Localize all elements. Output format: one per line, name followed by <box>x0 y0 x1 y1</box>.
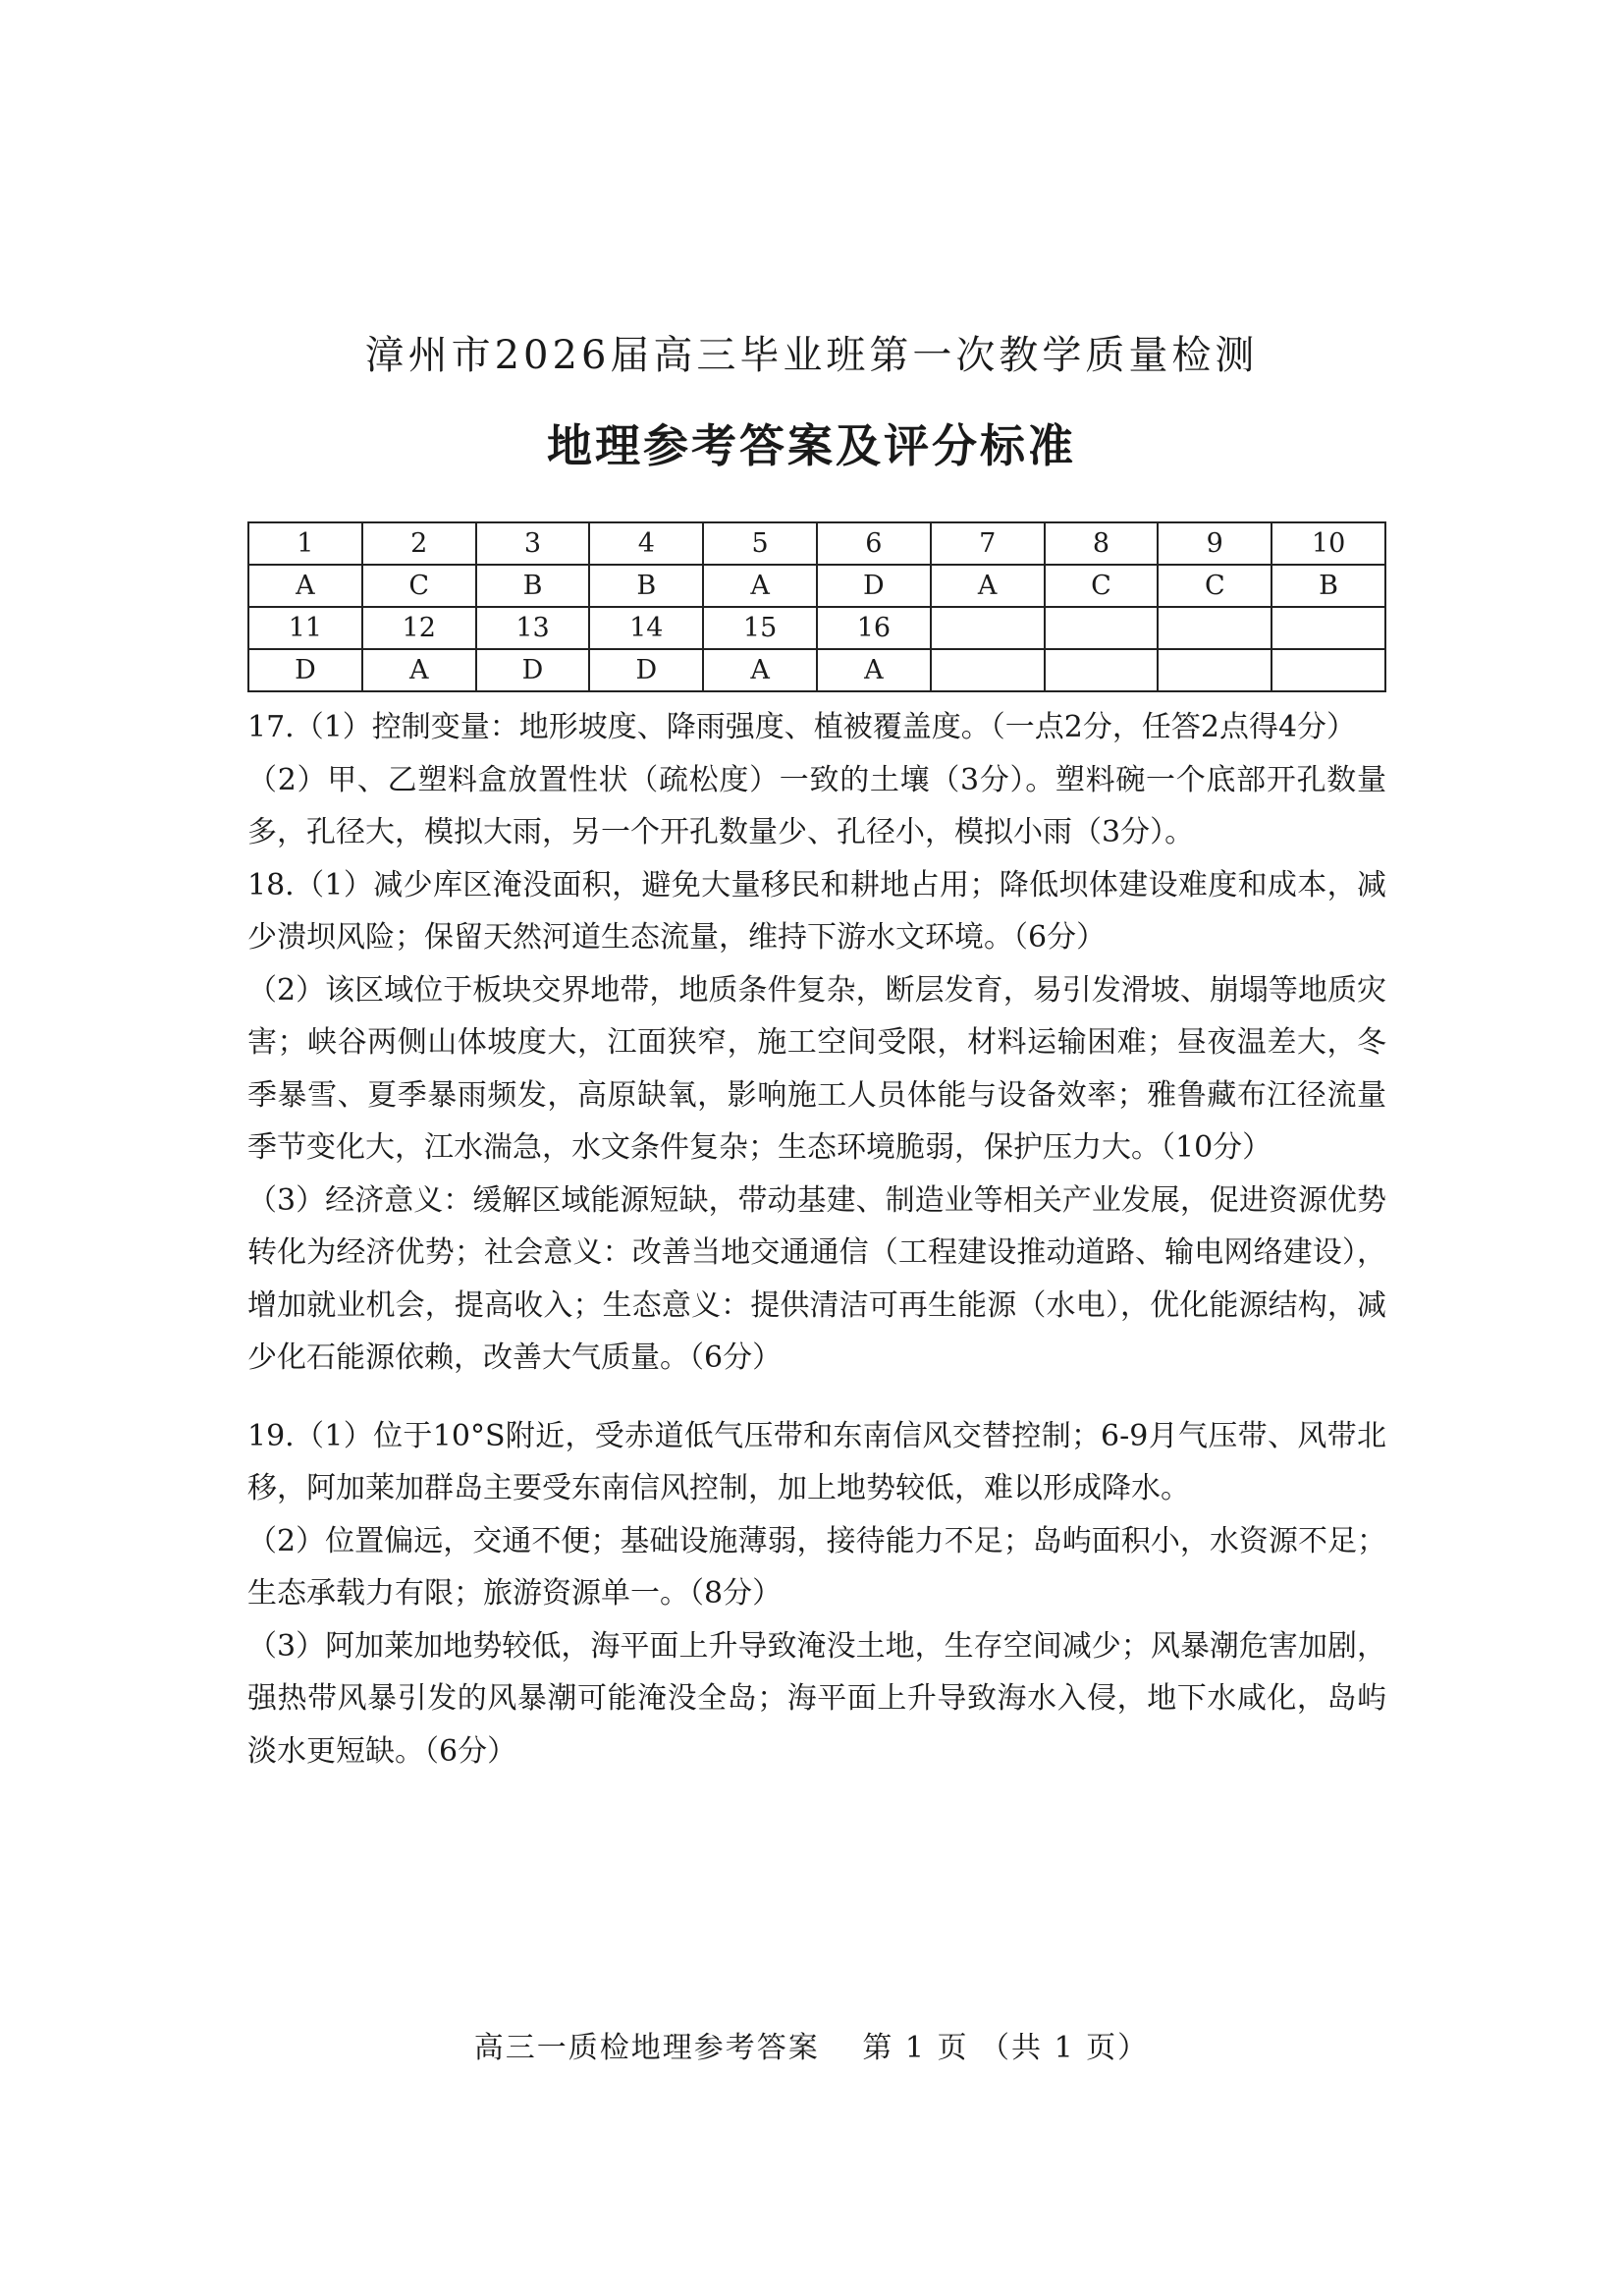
question-number-cell: 13 <box>476 607 590 649</box>
question-number-cell: 14 <box>589 607 703 649</box>
question-number-cell: 9 <box>1158 522 1271 565</box>
answer-17-part-1: 17.（1）控制变量：地形坡度、降雨强度、植被覆盖度。（一点2分，任答2点得4分） <box>247 710 1357 744</box>
answer-18-part-1: 18.（1）减少库区淹没面积，避免大量移民和耕地占用；降低坝体建设难度和成本，减少溃坝风险；保留天然河道生态流量，维持下游水文环境。（6分） <box>247 867 1386 955</box>
question-number-cell: 4 <box>589 522 703 565</box>
answer-letter-cell: D <box>476 649 590 691</box>
question-number-cell: 6 <box>817 522 931 565</box>
answer-key-table-body <box>248 522 1385 691</box>
answer-19-part-3: （3）阿加莱加地势较低，海平面上升导致淹没土地，生存空间减少；风暴潮危害加剧，强热带风暴引发的风暴潮可能淹没全岛；海平面上升导致海水入侵，地下水咸化，岛屿淡水更短缺。（6分） <box>247 1628 1386 1769</box>
answer-19-part-2: （2）位置偏远，交通不便；基础设施薄弱，接待能力不足；岛屿面积小，水资源不足；生态承载力有限；旅游资源单一。（8分） <box>247 1523 1386 1611</box>
question-number-cell: 12 <box>362 607 476 649</box>
answer-letter-cell: A <box>931 565 1045 607</box>
answer-17-part-2: （2）甲、乙塑料盒放置性状（疏松度）一致的土壤（3分）。塑料碗一个底部开孔数量多，孔径大，模拟大雨，另一个开孔数量少、孔径小，模拟小雨（3分）。 <box>247 762 1386 849</box>
answer-letter-row <box>248 565 1385 607</box>
page-title: 漳州市2026届高三毕业班第一次教学质量检测 <box>364 333 1259 378</box>
question-number-cell <box>1158 607 1271 649</box>
question-number-cell: 1 <box>248 522 362 565</box>
question-number-cell: 7 <box>931 522 1045 565</box>
question-number-cell: 5 <box>703 522 817 565</box>
question-number-cell: 3 <box>476 522 590 565</box>
answer-letter-cell: B <box>1271 565 1385 607</box>
answer-19-part-1: 19.（1）位于10°S附近，受赤道低气压带和东南信风交替控制；6-9月气压带、风带北移，阿加莱加群岛主要受东南信风控制，加上地势较低，难以形成降水。 <box>247 1418 1386 1505</box>
answer-letter-cell <box>1045 649 1159 691</box>
page-subtitle: 地理参考答案及评分标准 <box>547 419 1076 472</box>
answer-letter-cell: D <box>589 649 703 691</box>
answer-letter-cell: B <box>476 565 590 607</box>
question-number-cell: 2 <box>362 522 476 565</box>
question-number-cell <box>1271 607 1385 649</box>
question-number-cell: 16 <box>817 607 931 649</box>
answer-letter-cell: B <box>589 565 703 607</box>
question-number-cell: 10 <box>1271 522 1385 565</box>
answer-letter-cell: C <box>362 565 476 607</box>
answer-key-table <box>247 521 1386 692</box>
answer-letter-cell: A <box>362 649 476 691</box>
answer-letter-cell: D <box>817 565 931 607</box>
answer-letter-cell <box>1158 649 1271 691</box>
answer-letter-cell: A <box>248 565 362 607</box>
question-number-row <box>248 522 1385 565</box>
answer-letter-cell: A <box>703 649 817 691</box>
answer-18-part-3: （3）经济意义：缓解区域能源短缺，带动基建、制造业等相关产业发展，促进资源优势转化为经济优势；社会意义：改善当地交通通信（工程建设推动道路、输电网络建设），增加就业机会，提高收入；生态意义：提供清洁可再生能源（水电），优化能源结构，减少化石能源依赖，改善大气质量。（6分） <box>247 1182 1386 1375</box>
answer-letter-cell <box>931 649 1045 691</box>
answer-letter-cell <box>1271 649 1385 691</box>
page-footer: 高三一质检地理参考答案 第 1 页 （共 1 页） <box>473 2031 1150 2065</box>
question-number-cell: 15 <box>703 607 817 649</box>
answer-letter-cell: A <box>817 649 931 691</box>
answer-letter-cell: A <box>703 565 817 607</box>
question-number-cell <box>1045 607 1159 649</box>
answer-body <box>247 701 1386 1777</box>
question-number-row <box>248 607 1385 649</box>
answer-letter-cell: D <box>248 649 362 691</box>
answer-18-part-2: （2）该区域位于板块交界地带，地质条件复杂，断层发育，易引发滑坡、崩塌等地质灾害；峡谷两侧山体坡度大，江面狭窄，施工空间受限，材料运输困难；昼夜温差大，冬季暴雪、夏季暴雨频发，高原缺氧，影响施工人员体能与设备效率；雅鲁藏布江径流量季节变化大，江水湍急，水文条件复杂；生态环境脆弱，保护压力大。（10分） <box>247 972 1386 1165</box>
question-number-cell: 11 <box>248 607 362 649</box>
question-number-cell: 8 <box>1045 522 1159 565</box>
answer-letter-cell: C <box>1045 565 1159 607</box>
question-number-cell <box>931 607 1045 649</box>
answer-letter-row <box>248 649 1385 691</box>
answer-letter-cell: C <box>1158 565 1271 607</box>
